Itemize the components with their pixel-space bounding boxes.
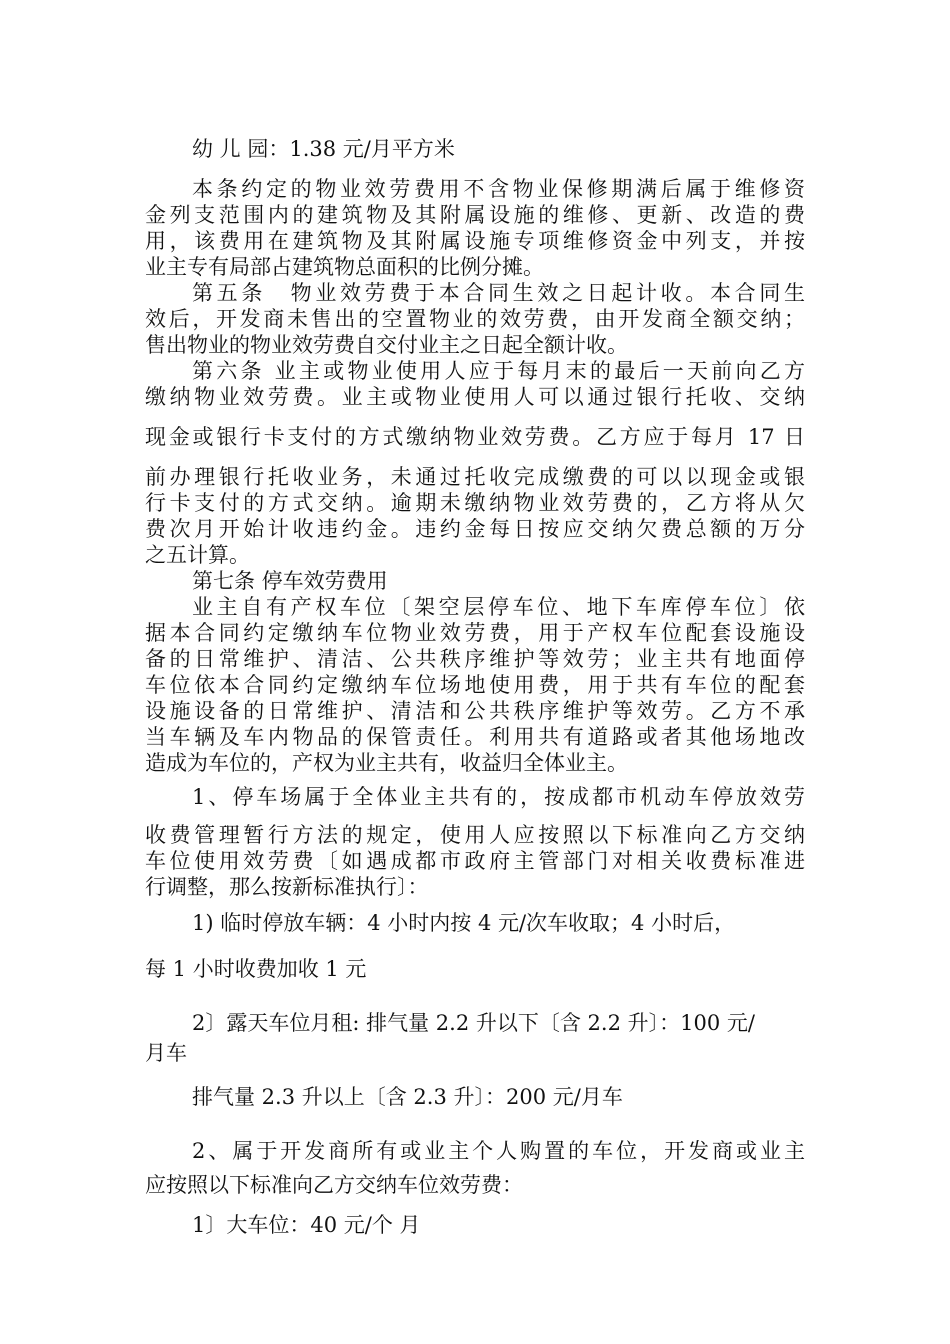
- text-line: 应按照以下标准向乙方交纳车位效劳费：: [145, 1173, 523, 1197]
- text-line: 行调整，那么按新标准执行〕：: [145, 875, 429, 899]
- text-line: 本条约定的物业效劳费用不含物业保修期满后属于维修资: [192, 177, 805, 201]
- text-line: 1、停车场属于全体业主共有的，按成都市机动车停放效劳: [192, 785, 805, 809]
- text-line: 排气量 2.3 升以上〔含 2.3 升〕：200 元/月车: [192, 1085, 623, 1109]
- list-item: 1〕大车位：40 元/个 月: [192, 1213, 421, 1237]
- text-line: 之五计算。: [145, 543, 250, 567]
- section-heading: 第七条 停车效劳费用: [192, 569, 388, 593]
- text-line: 当车辆及车内物品的保管责任。利用共有道路或者其他场地改: [145, 725, 805, 749]
- list-item: 1) 临时停放车辆：4 小时内按 4 元/次车收取；4 小时后，: [192, 911, 736, 935]
- text-line: 业主专有局部占建筑物总面积的比例分摊。: [145, 255, 544, 279]
- text-line: 收费管理暂行方法的规定，使用人应按照以下标准向乙方交纳: [145, 823, 805, 847]
- text-line: 行卡支付的方式交纳。逾期未缴纳物业效劳费的，乙方将从欠: [145, 491, 805, 515]
- text-line: 第六条 业主或物业使用人应于每月末的最后一天前向乙方: [192, 359, 805, 383]
- text-line: 月车: [145, 1041, 187, 1065]
- text-line: 缴纳物业效劳费。业主或物业使用人可以通过银行托收、交纳: [145, 385, 805, 409]
- text-line: 售出物业的物业效劳费自交付业主之日起全额计收。: [145, 333, 628, 357]
- text-line: 幼 儿 园：1.38 元/月平方米: [192, 137, 455, 161]
- text-line: 费次月开始计收违约金。违约金每日按应交纳欠费总额的万分: [145, 517, 805, 541]
- text-line: 现金或银行卡支付的方式缴纳物业效劳费。乙方应于每月 17 日: [145, 425, 805, 449]
- text-line: 第五条 物业效劳费于本合同生效之日起计收。本合同生: [192, 281, 805, 305]
- text-line: 造成为车位的，产权为业主共有，收益归全体业主。: [145, 751, 628, 775]
- text-line: 业主自有产权车位〔架空层停车位、地下车库停车位〕依: [192, 595, 805, 619]
- text-line: 车位使用效劳费〔如遇成都市政府主管部门对相关收费标准进: [145, 849, 805, 873]
- text-line: 每 1 小时收费加收 1 元: [145, 957, 367, 981]
- text-line: 据本合同约定缴纳车位物业效劳费，用于产权车位配套设施设: [145, 621, 805, 645]
- list-item: 2〕露天车位月租: 排气量 2.2 升以下〔含 2.2 升〕：100 元/: [192, 1011, 755, 1035]
- text-line: 前办理银行托收业务，未通过托收完成缴费的可以以现金或银: [145, 465, 805, 489]
- text-line: 车位依本合同约定缴纳车位场地使用费，用于共有车位的配套: [145, 673, 805, 697]
- text-line: 金列支范围内的建筑物及其附属设施的维修、更新、改造的费: [145, 203, 805, 227]
- text-line: 效后，开发商未售出的空置物业的效劳费，由开发商全额交纳；: [145, 307, 805, 331]
- text-line: 2、属于开发商所有或业主个人购置的车位，开发商或业主: [192, 1139, 805, 1163]
- text-line: 用，该费用在建筑物及其附属设施专项维修资金中列支，并按: [145, 229, 805, 253]
- text-line: 设施设备的日常维护、清洁和公共秩序维护等效劳。乙方不承: [145, 699, 805, 723]
- text-line: 备的日常维护、清洁、公共秩序维护等效劳；业主共有地面停: [145, 647, 805, 671]
